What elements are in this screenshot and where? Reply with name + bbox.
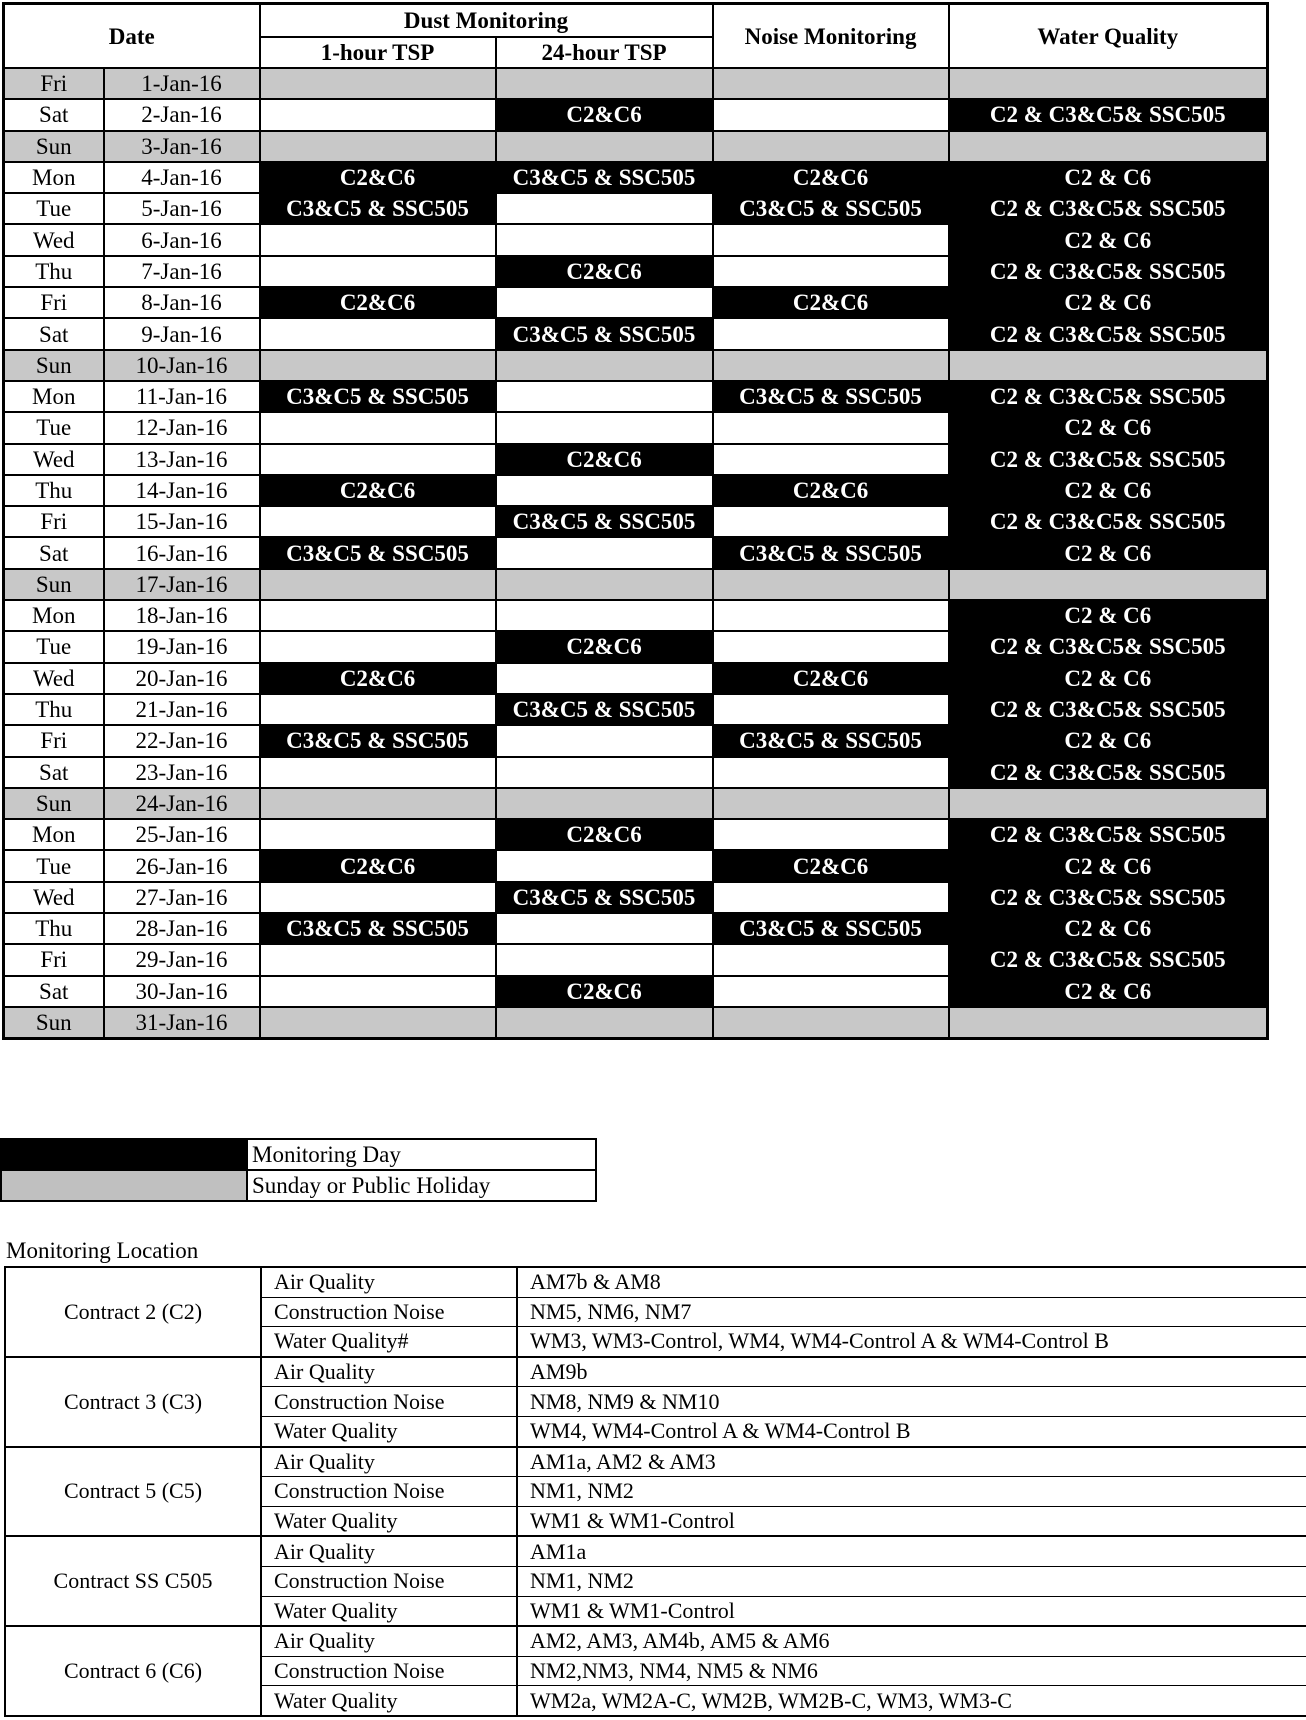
legend-sunday-swatch <box>1 1170 247 1201</box>
date-cell: 8-Jan-16 <box>104 287 260 318</box>
water-quality-cell: C2 & C3&C5& SSC505 <box>949 193 1268 224</box>
date-cell: 18-Jan-16 <box>104 600 260 631</box>
schedule-row <box>4 193 1268 224</box>
water-quality-cell: C2 & C3&C5& SSC505 <box>949 631 1268 662</box>
day-cell: Sun <box>4 1007 104 1039</box>
water-quality-cell <box>949 788 1268 819</box>
tsp-1-hour-cell <box>260 694 496 725</box>
tsp-1-hour-cell <box>260 224 496 255</box>
tsp-1-hour-cell: C3&C5 & SSC505 <box>260 193 496 224</box>
noise-cell <box>713 757 949 788</box>
date-cell: 30-Jan-16 <box>104 976 260 1007</box>
noise-cell <box>713 569 949 600</box>
schedule-row <box>4 882 1268 913</box>
parameter-label: Construction Noise <box>261 1297 517 1327</box>
tsp-24-hour-cell <box>496 663 713 694</box>
parameter-label: Construction Noise <box>261 1566 517 1596</box>
schedule-row <box>4 131 1268 162</box>
noise-cell: C3&C5 & SSC505 <box>713 725 949 756</box>
parameter-label: Water Quality <box>261 1416 517 1446</box>
noise-monitoring-header: Noise Monitoring <box>713 4 949 69</box>
date-cell: 5-Jan-16 <box>104 193 260 224</box>
date-cell: 14-Jan-16 <box>104 475 260 506</box>
schedule-row <box>4 694 1268 725</box>
station-list: AM1a <box>517 1536 1306 1566</box>
noise-cell <box>713 444 949 475</box>
water-quality-cell: C2 & C6 <box>949 287 1268 318</box>
noise-cell <box>713 256 949 287</box>
tsp-1-hour-cell <box>260 131 496 162</box>
schedule-row <box>4 318 1268 349</box>
schedule-row <box>4 381 1268 412</box>
tsp-1-hour-cell <box>260 819 496 850</box>
day-cell: Sun <box>4 569 104 600</box>
tsp-24-hour-cell: C2&C6 <box>496 819 713 850</box>
water-quality-cell <box>949 569 1268 600</box>
tsp-24-hour-cell: C2&C6 <box>496 976 713 1007</box>
parameter-label: Air Quality <box>261 1536 517 1566</box>
day-cell: Sat <box>4 318 104 349</box>
noise-cell: C3&C5 & SSC505 <box>713 381 949 412</box>
tsp-24-hour-cell <box>496 131 713 162</box>
noise-cell: C2&C6 <box>713 475 949 506</box>
station-list: AM1a, AM2 & AM3 <box>517 1447 1306 1477</box>
parameter-label: Water Quality <box>261 1506 517 1536</box>
tsp-24-hour-cell <box>496 537 713 568</box>
station-list: WM1 & WM1-Control <box>517 1506 1306 1536</box>
schedule-row <box>4 600 1268 631</box>
location-row <box>5 1267 1306 1297</box>
station-list: WM4, WM4-Control A & WM4-Control B <box>517 1416 1306 1446</box>
tsp-1-hour-header: 1-hour TSP <box>260 37 496 68</box>
tsp-24-hour-cell <box>496 350 713 381</box>
day-cell: Tue <box>4 850 104 881</box>
schedule-row <box>4 162 1268 193</box>
parameter-label: Air Quality <box>261 1267 517 1297</box>
tsp-24-hour-cell <box>496 224 713 255</box>
legend-sunday-label: Sunday or Public Holiday <box>247 1170 596 1201</box>
tsp-24-hour-cell <box>496 600 713 631</box>
water-quality-cell <box>949 350 1268 381</box>
date-cell: 28-Jan-16 <box>104 913 260 944</box>
noise-cell <box>713 99 949 130</box>
contract-name: Contract SS C505 <box>5 1536 261 1626</box>
contract-name: Contract 5 (C5) <box>5 1447 261 1537</box>
water-quality-cell: C2 & C6 <box>949 475 1268 506</box>
day-cell: Sat <box>4 976 104 1007</box>
station-list: AM9b <box>517 1357 1306 1387</box>
monitoring-location-title: Monitoring Location <box>6 1238 199 1263</box>
parameter-label: Construction Noise <box>261 1387 517 1417</box>
station-list: WM3, WM3-Control, WM4, WM4-Control A & WM4-Control B <box>517 1327 1306 1357</box>
water-quality-cell: C2 & C3&C5& SSC505 <box>949 819 1268 850</box>
day-cell: Sun <box>4 131 104 162</box>
tsp-24-hour-cell: C3&C5 & SSC505 <box>496 506 713 537</box>
day-cell: Mon <box>4 600 104 631</box>
parameter-label: Construction Noise <box>261 1656 517 1686</box>
parameter-label: Water Quality <box>261 1686 517 1716</box>
date-cell: 24-Jan-16 <box>104 788 260 819</box>
station-list: WM2a, WM2A-C, WM2B, WM2B-C, WM3, WM3-C <box>517 1686 1306 1716</box>
noise-cell <box>713 318 949 349</box>
noise-cell <box>713 788 949 819</box>
tsp-1-hour-cell <box>260 99 496 130</box>
schedule-row <box>4 444 1268 475</box>
noise-cell <box>713 694 949 725</box>
water-quality-cell: C2 & C6 <box>949 913 1268 944</box>
station-list: WM1 & WM1-Control <box>517 1596 1306 1626</box>
noise-cell: C3&C5 & SSC505 <box>713 913 949 944</box>
tsp-1-hour-cell <box>260 600 496 631</box>
day-cell: Thu <box>4 256 104 287</box>
day-cell: Thu <box>4 913 104 944</box>
noise-cell <box>713 882 949 913</box>
water-quality-cell: C2 & C3&C5& SSC505 <box>949 444 1268 475</box>
schedule-row <box>4 475 1268 506</box>
water-quality-cell: C2 & C6 <box>949 976 1268 1007</box>
noise-cell <box>713 131 949 162</box>
water-quality-cell: C2 & C6 <box>949 224 1268 255</box>
schedule-row <box>4 506 1268 537</box>
noise-cell <box>713 944 949 975</box>
day-cell: Wed <box>4 882 104 913</box>
day-cell: Fri <box>4 287 104 318</box>
tsp-24-hour-cell <box>496 381 713 412</box>
station-list: NM5, NM6, NM7 <box>517 1297 1306 1327</box>
water-quality-cell: C2 & C3&C5& SSC505 <box>949 944 1268 975</box>
noise-cell: C2&C6 <box>713 850 949 881</box>
water-quality-cell: C2 & C6 <box>949 850 1268 881</box>
tsp-24-hour-cell: C2&C6 <box>496 631 713 662</box>
schedule-row <box>4 68 1268 99</box>
schedule-row <box>4 663 1268 694</box>
schedule-row <box>4 350 1268 381</box>
water-quality-cell <box>949 1007 1268 1039</box>
day-cell: Sat <box>4 99 104 130</box>
date-cell: 31-Jan-16 <box>104 1007 260 1039</box>
date-cell: 1-Jan-16 <box>104 68 260 99</box>
legend-monitoring-swatch <box>1 1139 247 1170</box>
tsp-24-hour-cell: C3&C5 & SSC505 <box>496 318 713 349</box>
tsp-1-hour-cell: C3&C5 & SSC505 <box>260 381 496 412</box>
schedule-row <box>4 976 1268 1007</box>
noise-cell: C3&C5 & SSC505 <box>713 193 949 224</box>
schedule-row <box>4 913 1268 944</box>
date-cell: 29-Jan-16 <box>104 944 260 975</box>
noise-cell <box>713 68 949 99</box>
tsp-1-hour-cell <box>260 318 496 349</box>
station-list: NM2,NM3, NM4, NM5 & NM6 <box>517 1656 1306 1686</box>
date-cell: 21-Jan-16 <box>104 694 260 725</box>
tsp-1-hour-cell <box>260 1007 496 1039</box>
tsp-24-hour-cell: C2&C6 <box>496 99 713 130</box>
water-quality-cell <box>949 131 1268 162</box>
schedule-row <box>4 944 1268 975</box>
water-quality-cell: C2 & C3&C5& SSC505 <box>949 318 1268 349</box>
schedule-row <box>4 725 1268 756</box>
tsp-1-hour-cell <box>260 569 496 600</box>
date-cell: 25-Jan-16 <box>104 819 260 850</box>
tsp-24-hour-cell: C3&C5 & SSC505 <box>496 882 713 913</box>
location-row <box>5 1626 1306 1656</box>
date-cell: 16-Jan-16 <box>104 537 260 568</box>
tsp-24-hour-cell <box>496 68 713 99</box>
tsp-24-hour-cell <box>496 788 713 819</box>
day-cell: Mon <box>4 162 104 193</box>
monitoring-location-table <box>4 1266 1306 1717</box>
schedule-row <box>4 757 1268 788</box>
noise-cell: C3&C5 & SSC505 <box>713 537 949 568</box>
tsp-1-hour-cell <box>260 944 496 975</box>
noise-cell: C2&C6 <box>713 162 949 193</box>
water-quality-cell: C2 & C3&C5& SSC505 <box>949 506 1268 537</box>
day-cell: Wed <box>4 444 104 475</box>
noise-cell <box>713 224 949 255</box>
schedule-row <box>4 287 1268 318</box>
schedule-row <box>4 99 1268 130</box>
water-quality-cell: C2 & C6 <box>949 600 1268 631</box>
schedule-body <box>4 68 1268 1039</box>
schedule-row <box>4 224 1268 255</box>
tsp-24-hour-cell <box>496 287 713 318</box>
water-quality-cell: C2 & C3&C5& SSC505 <box>949 256 1268 287</box>
tsp-1-hour-cell: C2&C6 <box>260 287 496 318</box>
tsp-1-hour-cell <box>260 788 496 819</box>
tsp-24-hour-cell <box>496 757 713 788</box>
date-cell: 22-Jan-16 <box>104 725 260 756</box>
day-cell: Mon <box>4 381 104 412</box>
noise-cell <box>713 600 949 631</box>
station-list: NM1, NM2 <box>517 1477 1306 1507</box>
tsp-24-hour-cell <box>496 193 713 224</box>
schedule-row <box>4 256 1268 287</box>
tsp-1-hour-cell: C3&C5 & SSC505 <box>260 725 496 756</box>
water-quality-cell: C2 & C3&C5& SSC505 <box>949 381 1268 412</box>
dust-monitoring-header: Dust Monitoring <box>260 4 713 38</box>
parameter-label: Air Quality <box>261 1357 517 1387</box>
day-cell: Sat <box>4 757 104 788</box>
contract-name: Contract 6 (C6) <box>5 1626 261 1716</box>
day-cell: Fri <box>4 944 104 975</box>
tsp-24-hour-cell <box>496 412 713 443</box>
date-cell: 4-Jan-16 <box>104 162 260 193</box>
tsp-24-hour-cell <box>496 725 713 756</box>
day-cell: Tue <box>4 631 104 662</box>
tsp-1-hour-cell: C2&C6 <box>260 162 496 193</box>
day-cell: Wed <box>4 663 104 694</box>
water-quality-cell: C2 & C6 <box>949 725 1268 756</box>
date-cell: 6-Jan-16 <box>104 224 260 255</box>
date-cell: 17-Jan-16 <box>104 569 260 600</box>
noise-cell <box>713 506 949 537</box>
noise-cell <box>713 976 949 1007</box>
date-cell: 7-Jan-16 <box>104 256 260 287</box>
tsp-24-hour-cell: C2&C6 <box>496 444 713 475</box>
tsp-24-hour-cell: C3&C5 & SSC505 <box>496 694 713 725</box>
tsp-1-hour-cell: C2&C6 <box>260 663 496 694</box>
location-row <box>5 1357 1306 1387</box>
day-cell: Fri <box>4 68 104 99</box>
date-cell: 12-Jan-16 <box>104 412 260 443</box>
water-quality-cell: C2 & C6 <box>949 412 1268 443</box>
location-row <box>5 1536 1306 1566</box>
tsp-1-hour-cell <box>260 68 496 99</box>
schedule-row <box>4 569 1268 600</box>
date-cell: 2-Jan-16 <box>104 99 260 130</box>
tsp-24-hour-cell <box>496 1007 713 1039</box>
water-quality-cell: C2 & C3&C5& SSC505 <box>949 694 1268 725</box>
monitoring-schedule-table <box>2 2 1269 1040</box>
date-cell: 13-Jan-16 <box>104 444 260 475</box>
day-cell: Fri <box>4 506 104 537</box>
water-quality-cell: C2 & C3&C5& SSC505 <box>949 757 1268 788</box>
tsp-24-hour-cell <box>496 850 713 881</box>
date-header: Date <box>4 4 260 69</box>
station-list: NM1, NM2 <box>517 1566 1306 1596</box>
water-quality-cell: C2 & C6 <box>949 663 1268 694</box>
water-quality-header: Water Quality <box>949 4 1268 69</box>
tsp-1-hour-cell <box>260 444 496 475</box>
noise-cell <box>713 350 949 381</box>
contract-name: Contract 2 (C2) <box>5 1267 261 1357</box>
day-cell: Tue <box>4 412 104 443</box>
legend-monitoring-label: Monitoring Day <box>247 1139 596 1170</box>
day-cell: Sun <box>4 788 104 819</box>
parameter-label: Water Quality# <box>261 1327 517 1357</box>
water-quality-cell: C2 & C3&C5& SSC505 <box>949 99 1268 130</box>
noise-cell <box>713 412 949 443</box>
schedule-row <box>4 631 1268 662</box>
tsp-1-hour-cell <box>260 882 496 913</box>
parameter-label: Air Quality <box>261 1626 517 1656</box>
date-cell: 15-Jan-16 <box>104 506 260 537</box>
location-row <box>5 1447 1306 1477</box>
tsp-1-hour-cell <box>260 757 496 788</box>
date-cell: 26-Jan-16 <box>104 850 260 881</box>
water-quality-cell: C2 & C6 <box>949 537 1268 568</box>
parameter-label: Air Quality <box>261 1447 517 1477</box>
schedule-row <box>4 850 1268 881</box>
tsp-1-hour-cell: C2&C6 <box>260 475 496 506</box>
schedule-row <box>4 819 1268 850</box>
tsp-1-hour-cell <box>260 350 496 381</box>
tsp-1-hour-cell <box>260 506 496 537</box>
tsp-24-hour-cell <box>496 944 713 975</box>
legend <box>0 1138 597 1202</box>
date-cell: 23-Jan-16 <box>104 757 260 788</box>
tsp-1-hour-cell <box>260 631 496 662</box>
tsp-24-hour-cell <box>496 569 713 600</box>
day-cell: Wed <box>4 224 104 255</box>
tsp-1-hour-cell <box>260 976 496 1007</box>
parameter-label: Water Quality <box>261 1596 517 1626</box>
tsp-1-hour-cell: C2&C6 <box>260 850 496 881</box>
noise-cell <box>713 631 949 662</box>
tsp-24-hour-cell: C3&C5 & SSC505 <box>496 162 713 193</box>
station-list: NM8, NM9 & NM10 <box>517 1387 1306 1417</box>
date-cell: 3-Jan-16 <box>104 131 260 162</box>
day-cell: Sun <box>4 350 104 381</box>
tsp-24-hour-cell: C2&C6 <box>496 256 713 287</box>
tsp-1-hour-cell <box>260 412 496 443</box>
date-cell: 11-Jan-16 <box>104 381 260 412</box>
parameter-label: Construction Noise <box>261 1477 517 1507</box>
noise-cell: C2&C6 <box>713 287 949 318</box>
date-cell: 20-Jan-16 <box>104 663 260 694</box>
noise-cell <box>713 819 949 850</box>
station-list: AM7b & AM8 <box>517 1267 1306 1297</box>
tsp-1-hour-cell <box>260 256 496 287</box>
day-cell: Tue <box>4 193 104 224</box>
station-list: AM2, AM3, AM4b, AM5 & AM6 <box>517 1626 1306 1656</box>
locations-body <box>5 1267 1306 1716</box>
tsp-1-hour-cell: C3&C5 & SSC505 <box>260 537 496 568</box>
date-cell: 10-Jan-16 <box>104 350 260 381</box>
day-cell: Thu <box>4 694 104 725</box>
tsp-24-hour-cell <box>496 913 713 944</box>
schedule-row <box>4 788 1268 819</box>
schedule-row <box>4 412 1268 443</box>
tsp-24-hour-cell <box>496 475 713 506</box>
schedule-row <box>4 1007 1268 1039</box>
schedule-row <box>4 537 1268 568</box>
day-cell: Mon <box>4 819 104 850</box>
day-cell: Sat <box>4 537 104 568</box>
day-cell: Thu <box>4 475 104 506</box>
water-quality-cell: C2 & C3&C5& SSC505 <box>949 882 1268 913</box>
tsp-24-hour-header: 24-hour TSP <box>496 37 713 68</box>
day-cell: Fri <box>4 725 104 756</box>
noise-cell: C2&C6 <box>713 663 949 694</box>
date-cell: 9-Jan-16 <box>104 318 260 349</box>
date-cell: 19-Jan-16 <box>104 631 260 662</box>
contract-name: Contract 3 (C3) <box>5 1357 261 1447</box>
water-quality-cell <box>949 68 1268 99</box>
noise-cell <box>713 1007 949 1039</box>
date-cell: 27-Jan-16 <box>104 882 260 913</box>
water-quality-cell: C2 & C6 <box>949 162 1268 193</box>
tsp-1-hour-cell: C3&C5 & SSC505 <box>260 913 496 944</box>
